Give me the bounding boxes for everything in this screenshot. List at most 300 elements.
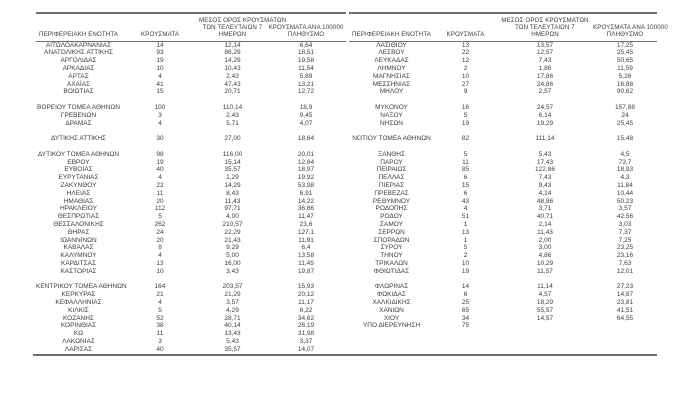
table-row (349, 198, 657, 206)
table-row (349, 49, 657, 57)
header-line: ΠΛΗΘΥΣΜΟ (287, 31, 325, 39)
table-row (349, 166, 657, 174)
cases-value: 22 (156, 181, 164, 189)
table-row (349, 81, 657, 89)
cases-value: 43 (461, 197, 470, 205)
region-name: ΒΟΙΩΤΙΑΣ (63, 88, 94, 96)
avg7-value: 55,57 (536, 306, 554, 314)
table-row (36, 338, 346, 346)
per100k-value: 3,37 (299, 337, 313, 345)
region-name: ΜΗΛΟΥ (379, 88, 404, 96)
per100k-value: 11,54 (298, 65, 314, 72)
table-row (36, 213, 346, 221)
avg7-value: 1,29 (226, 174, 239, 182)
table-row (349, 112, 657, 120)
table-row (349, 42, 657, 50)
avg7-value: 116,00 (222, 150, 243, 158)
region-name: ΦΛΩΡΙΝΑΣ (374, 283, 409, 291)
region-name: ΣΕΡΡΩΝ (378, 228, 405, 236)
cases-value: 75 (461, 322, 470, 330)
header-region: ΠΕΡΙΦΕΡΕΙΑΚΗ ΕΝΟΤΗΤΑ (351, 31, 432, 39)
table-row (36, 244, 346, 252)
per100k-value: 27,23 (616, 283, 634, 291)
avg7-value: 24,57 (536, 103, 554, 111)
table-row (349, 213, 657, 221)
row-spacer (36, 276, 346, 284)
per100k-value: 3,03 (618, 220, 632, 228)
per100k-value: 18,51 (297, 49, 315, 57)
per100k-value: 20,12 (297, 291, 315, 299)
row-spacer (36, 143, 346, 151)
row-spacer (36, 127, 346, 135)
per100k-value: 18,97 (297, 166, 315, 174)
cases-value: 4 (463, 205, 468, 213)
header-line: ΗΜΕΡΩΝ (531, 31, 559, 39)
avg7-value: 24,86 (536, 80, 554, 88)
per100k-value: 18,64 (297, 135, 315, 143)
per100k-value: 14,87 (616, 291, 634, 299)
cases-value: 6 (463, 291, 468, 299)
avg7-value: 111,14 (535, 135, 555, 143)
cases-value: 14 (156, 41, 164, 49)
per100k-value: 50,65 (616, 57, 634, 65)
per100k-value: 4,3 (620, 174, 630, 182)
cases-value: 40 (156, 166, 164, 174)
row-spacer (349, 127, 657, 135)
cases-value: 1 (463, 236, 468, 244)
avg7-value: 4,00 (226, 213, 239, 221)
per100k-value: 90,62 (616, 88, 634, 96)
cases-value: 16 (461, 103, 470, 111)
table-row (36, 182, 346, 190)
region-name: ΚΑΛΥΜΝΟΥ (60, 252, 97, 260)
table-row (349, 190, 657, 198)
avg7-value: 11,57 (537, 267, 553, 275)
per100k-value: 20,01 (297, 150, 315, 158)
cases-value: 41 (156, 80, 164, 88)
header-line: ΚΡΟΥΣΜΑΤΑ ΑΝΑ 100000 (268, 24, 344, 32)
per100k-value: 12,01 (616, 267, 634, 275)
cases-value: 40 (156, 345, 164, 353)
per100k-value: 14,22 (297, 197, 315, 205)
avg7-value: 4,29 (226, 306, 239, 314)
avg7-value: 1,86 (538, 65, 552, 72)
avg7-value: 40,14 (224, 322, 241, 330)
per100k-value: 26,19 (297, 322, 315, 330)
region-name: ΝΑΞΟΥ (380, 111, 403, 119)
region-name: ΑΙΤΩΛΟΑΚΑΡΝΑΝΙΑΣ (45, 41, 112, 49)
region-name: ΕΥΒΟΙΑΣ (64, 166, 93, 174)
region-name: ΠΙΕΡΙΑΣ (378, 181, 405, 189)
avg7-value: 2,00 (538, 236, 552, 244)
table-row (36, 299, 346, 307)
avg7-value: 35,57 (224, 166, 241, 174)
region-name: ΒΟΡΕΙΟΥ ΤΟΜΕΑ ΑΘΗΝΩΝ (37, 103, 120, 111)
avg7-value: 3,71 (538, 205, 552, 213)
per100k-value: 41,51 (616, 306, 634, 314)
per100k-value: 127,1 (297, 228, 315, 236)
cases-value: 5 (158, 213, 162, 221)
table-row (36, 88, 346, 96)
avg7-value: 20,71 (224, 88, 241, 96)
header-avg7 (497, 17, 593, 39)
header-line: ΜΕΣΟΣ ΟΡΟΣ ΚΡΟΥΣΜΑΤΩΝ (501, 17, 589, 24)
cases-value: 13 (461, 228, 470, 236)
table-row (349, 174, 657, 182)
region-name: ΚΩ (73, 330, 84, 338)
cases-value: 6 (463, 174, 468, 182)
table-row (36, 252, 346, 260)
per100k-value: 15,93 (297, 283, 315, 291)
cases-value: 27 (461, 80, 470, 88)
per100k-value: 12,84 (297, 158, 315, 166)
table-body (36, 42, 346, 354)
per100k-value: 12,72 (297, 88, 315, 96)
table-row (349, 221, 657, 229)
table-row (36, 166, 346, 174)
avg7-value: 4,57 (538, 291, 552, 299)
avg7-value: 35,57 (224, 345, 241, 353)
avg7-value: 203,57 (222, 283, 243, 291)
per100k-value: 14,07 (297, 345, 315, 353)
table-row (349, 205, 657, 213)
table-row (36, 65, 346, 73)
header-line: ΚΡΟΥΣΜΑΤΑ ΑΝΑ 100000 (593, 24, 668, 32)
table-row (36, 205, 346, 213)
table-row (349, 73, 657, 81)
avg7-value: 47,43 (224, 80, 241, 88)
region-name: ΧΑΛΚΙΔΙΚΗΣ (372, 298, 411, 306)
region-name: ΛΑΣΙΘΙΟΥ (376, 41, 407, 49)
cases-value: 20 (156, 197, 164, 205)
per100k-value: 23,81 (616, 298, 634, 306)
avg7-value: 11,14 (537, 283, 553, 291)
avg7-value: 14,57 (536, 314, 554, 322)
header-avg7 (199, 17, 287, 39)
avg7-value: 12,14 (224, 41, 241, 49)
region-name: ΜΑΓΝΗΣΙΑΣ (373, 72, 410, 80)
table-row (36, 81, 346, 89)
cases-value: 9 (463, 88, 468, 96)
regional-cases-table-right (349, 12, 668, 330)
header-cases: ΚΡΟΥΣΜΑΤΑ (446, 31, 485, 39)
table-row (349, 283, 657, 291)
region-name: ΕΒΡΟΥ (67, 158, 90, 166)
region-name: ΧΑΝΙΩΝ (379, 306, 404, 314)
table-row (349, 252, 657, 260)
per100k-value: 4,5 (620, 150, 630, 158)
avg7-value: 17,43 (536, 158, 554, 166)
avg7-value: 7,43 (538, 174, 552, 182)
region-name: ΚΕΦΑΛΛΗΝΙΑΣ (55, 298, 102, 306)
per100k-value: 23,6 (299, 220, 313, 228)
region-name: ΑΡΓΟΛΙΔΑΣ (60, 57, 97, 65)
per100k-value: 6,22 (299, 306, 313, 314)
region-name: ΗΛΕΙΑΣ (66, 189, 91, 197)
region-name: ΠΡΕΒΕΖΑΣ (374, 189, 409, 197)
per100k-value: 10,44 (616, 189, 634, 197)
cases-value: 85 (461, 166, 470, 174)
header-per100k (266, 24, 346, 38)
region-name: ΣΥΡΟΥ (380, 244, 403, 252)
region-name: ΚΑΒΑΛΑΣ (63, 244, 94, 252)
per100k-value: 18,93 (616, 166, 634, 174)
region-name: ΛΗΜΝΟΥ (377, 65, 406, 72)
cases-value: 13 (156, 259, 164, 267)
table-row (36, 198, 346, 206)
per100k-value: 31,98 (297, 330, 315, 338)
avg7-value: 2,43 (226, 72, 239, 80)
region-name: ΔΡΑΜΑΣ (65, 119, 92, 127)
per100k-value: 15,48 (616, 135, 634, 143)
avg7-value: 86,29 (224, 49, 241, 57)
region-name: ΚΟΖΑΝΗΣ (63, 314, 94, 322)
region-name: ΝΟΤΙΟΥ ΤΟΜΕΑ ΑΘΗΝΩΝ (352, 135, 431, 143)
per100k-value: 11,91 (298, 236, 314, 244)
region-name: ΚΑΡΔΙΤΣΑΣ (60, 259, 96, 267)
table-row (36, 42, 346, 50)
per100k-value: 6,91 (299, 189, 313, 197)
cases-value: 11 (462, 158, 469, 166)
avg7-value: 210,57 (222, 220, 243, 228)
header-cases: ΚΡΟΥΣΜΑΤΑ (141, 31, 179, 39)
table-row (349, 237, 657, 245)
cases-value: 34 (461, 314, 470, 322)
region-name: ΞΑΝΘΗΣ (377, 150, 406, 158)
per100k-value: 13,21 (297, 80, 315, 88)
table-row (36, 49, 346, 57)
per100k-value: 23,16 (616, 252, 634, 260)
region-name: ΚΟΡΙΝΘΙΑΣ (60, 322, 97, 330)
cases-value: 30 (156, 135, 164, 143)
avg7-value: 28,71 (224, 314, 241, 322)
per100k-value: 11,47 (298, 213, 314, 221)
per100k-value: 11,45 (298, 259, 314, 267)
per100k-value: 50,23 (616, 197, 634, 205)
table-row (349, 88, 657, 96)
cases-value: 4 (158, 174, 162, 182)
table-row (36, 159, 346, 167)
cases-value: 262 (154, 220, 166, 228)
per100k-value: 42,56 (616, 213, 634, 221)
cases-value: 19 (461, 267, 470, 275)
table-row (349, 135, 657, 143)
cases-value: 8 (158, 244, 162, 252)
per100k-value: 36,66 (297, 205, 315, 213)
cases-value: 11 (156, 189, 164, 197)
avg7-value: 18,29 (536, 298, 554, 306)
cases-value: 5 (158, 306, 162, 314)
cases-value: 25 (461, 298, 470, 306)
per100k-value: 157,88 (615, 103, 635, 111)
table-bottom-rule (33, 354, 657, 356)
cases-value: 1 (463, 220, 468, 228)
table-row (349, 229, 657, 237)
per100k-value: 4,07 (299, 119, 313, 127)
per100k-value: 16,88 (616, 80, 634, 88)
avg7-value: 15,14 (224, 158, 241, 166)
per100k-value: 25,45 (616, 119, 634, 127)
region-name: ΔΥΤΙΚΗΣ ΑΤΤΙΚΗΣ (50, 135, 107, 143)
region-name: ΛΕΣΒΟΥ (378, 49, 405, 57)
table-row (349, 104, 657, 112)
avg7-value: 48,86 (536, 197, 554, 205)
cases-value: 15 (156, 88, 164, 96)
avg7-value: 2,43 (226, 111, 239, 119)
cases-value: 4 (158, 119, 162, 127)
table-row (36, 315, 346, 323)
table-row (36, 104, 346, 112)
avg7-value: 11,43 (537, 228, 553, 236)
per100k-value: 11,84 (617, 181, 633, 189)
region-name: ΚΕΝΤΡΙΚΟΥ ΤΟΜΕΑ ΑΘΗΝΩΝ (36, 283, 127, 291)
table-row (36, 268, 346, 276)
avg7-value: 14,29 (224, 181, 241, 189)
avg7-value: 9,43 (538, 181, 552, 189)
per100k-value: 17,25 (616, 41, 634, 49)
region-name: ΓΡΕΒΕΝΩΝ (60, 111, 97, 119)
per100k-value: 23,25 (616, 244, 634, 252)
avg7-value: 3,00 (538, 244, 552, 252)
row-spacer (349, 96, 657, 104)
header-line: ΗΜΕΡΩΝ (218, 31, 247, 39)
cases-value: 19 (156, 158, 164, 166)
table-row (349, 322, 657, 330)
region-name: ΥΠΟ ΔΙΕΡΕΥΝΗΣΗ (362, 322, 421, 330)
avg7-value: 7,43 (538, 57, 552, 65)
region-name: ΖΑΚΥΝΘΟΥ (60, 181, 97, 189)
header-line: ΜΕΣΟΣ ΟΡΟΣ ΚΡΟΥΣΜΑΤΩΝ (199, 17, 287, 24)
per100k-value: 11,59 (617, 65, 633, 72)
avg7-value: 40,71 (536, 213, 554, 221)
cases-value: 19 (156, 57, 164, 65)
table-header-row (36, 14, 346, 42)
avg7-value: 5,71 (226, 119, 239, 127)
avg7-value: 19,29 (536, 119, 554, 127)
table-row (36, 135, 346, 143)
table-row (36, 221, 346, 229)
cases-value: 38 (156, 322, 164, 330)
avg7-value: 13,43 (224, 330, 241, 338)
per100k-value: 11,17 (298, 298, 314, 306)
region-name: ΑΡΚΑΔΙΑΣ (62, 65, 95, 72)
avg7-value: 14,29 (224, 57, 241, 65)
region-name: ΦΘΙΩΤΙΔΑΣ (373, 267, 410, 275)
avg7-value: 9,29 (226, 244, 239, 252)
table-row (349, 244, 657, 252)
table-row (349, 182, 657, 190)
region-name: ΑΧΑΪΑΣ (66, 80, 91, 88)
region-name: ΘΕΣΣΑΛΟΝΙΚΗΣ (53, 220, 104, 228)
avg7-value: 27,00 (224, 135, 241, 143)
table-row (349, 159, 657, 167)
avg7-value: 13,57 (536, 41, 554, 49)
cases-value: 10 (156, 267, 164, 275)
region-name: ΑΡΤΑΣ (68, 72, 89, 80)
per100k-value: 25,45 (616, 49, 634, 57)
cases-value: 13 (461, 41, 470, 49)
avg7-value: 16,00 (224, 259, 241, 267)
region-name: ΛΑΚΩΝΙΑΣ (62, 337, 95, 345)
avg7-value: 5,43 (538, 150, 552, 158)
cases-value: 100 (154, 103, 166, 111)
region-name: ΣΑΜΟΥ (380, 220, 403, 228)
region-name: ΡΟΔΟΠΗΣ (375, 205, 408, 213)
cases-value: 3 (158, 111, 162, 119)
region-name: ΚΑΣΤΟΡΙΑΣ (60, 267, 97, 275)
table-row (36, 112, 346, 120)
cases-value: 4 (158, 298, 162, 306)
avg7-value: 12,57 (536, 49, 554, 57)
table-row (36, 260, 346, 268)
region-name: ΗΜΑΘΙΑΣ (63, 197, 94, 205)
region-name: ΑΝΑΤΟΛΙΚΗΣ ΑΤΤΙΚΗΣ (44, 49, 113, 57)
regional-cases-table-left (36, 12, 346, 353)
per100k-value: 5,26 (618, 72, 632, 80)
per100k-value: 19,58 (297, 57, 315, 65)
per100k-value: 18,9 (299, 103, 313, 111)
avg7-value: 4,86 (538, 252, 552, 260)
table-row (349, 307, 657, 315)
per100k-value: 5,89 (299, 72, 313, 80)
header-per100k (593, 24, 668, 39)
region-name: ΜΥΚΟΝΟΥ (375, 103, 408, 111)
cases-value: 51 (461, 213, 470, 221)
avg7-value: 22,29 (224, 228, 241, 236)
region-name: ΔΥΤΙΚΟΥ ΤΟΜΕΑ ΑΘΗΝΩΝ (37, 150, 120, 158)
table-header-row (349, 14, 668, 42)
cases-value: 6 (463, 189, 468, 197)
row-spacer (36, 96, 346, 104)
region-name: ΕΥΡΥΤΑΝΙΑΣ (58, 174, 99, 182)
avg7-value: 6,14 (538, 111, 552, 119)
region-name: ΙΩΑΝΝΙΝΩΝ (60, 236, 97, 244)
table-row (349, 268, 657, 276)
cases-value: 11 (156, 330, 164, 338)
table-row (36, 330, 346, 338)
cases-value: 10 (156, 65, 164, 72)
region-name: ΛΑΡΙΣΑΣ (64, 345, 93, 353)
avg7-value: 10,43 (224, 65, 241, 72)
cases-value: 15 (461, 181, 470, 189)
cases-value: 5 (463, 150, 468, 158)
table-row (36, 346, 346, 354)
cases-value: 98 (156, 150, 164, 158)
cases-value: 2 (463, 252, 468, 260)
cases-value: 164 (154, 283, 166, 291)
avg7-value: 10,29 (536, 259, 554, 267)
cases-value: 14 (461, 283, 470, 291)
region-name: ΦΩΚΙΔΑΣ (377, 291, 406, 299)
cases-value: 24 (156, 228, 164, 236)
table-row (349, 260, 657, 268)
table-row (36, 283, 346, 291)
cases-value: 12 (461, 57, 470, 65)
table-row (349, 57, 657, 65)
cases-value: 65 (461, 306, 470, 314)
avg7-value: 5,00 (226, 252, 239, 260)
row-spacer (349, 276, 657, 284)
avg7-value: 21,43 (224, 236, 241, 244)
region-name: ΜΕΣΣΗΝΙΑΣ (372, 80, 411, 88)
row-spacer (349, 143, 657, 151)
per100k-value: 19,92 (297, 174, 315, 182)
avg7-value: 17,86 (536, 72, 554, 80)
per100k-value: 64,55 (616, 314, 634, 322)
cases-value: 82 (461, 135, 470, 143)
cases-value: 5 (463, 244, 468, 252)
region-name: ΡΟΔΟΥ (380, 213, 403, 221)
